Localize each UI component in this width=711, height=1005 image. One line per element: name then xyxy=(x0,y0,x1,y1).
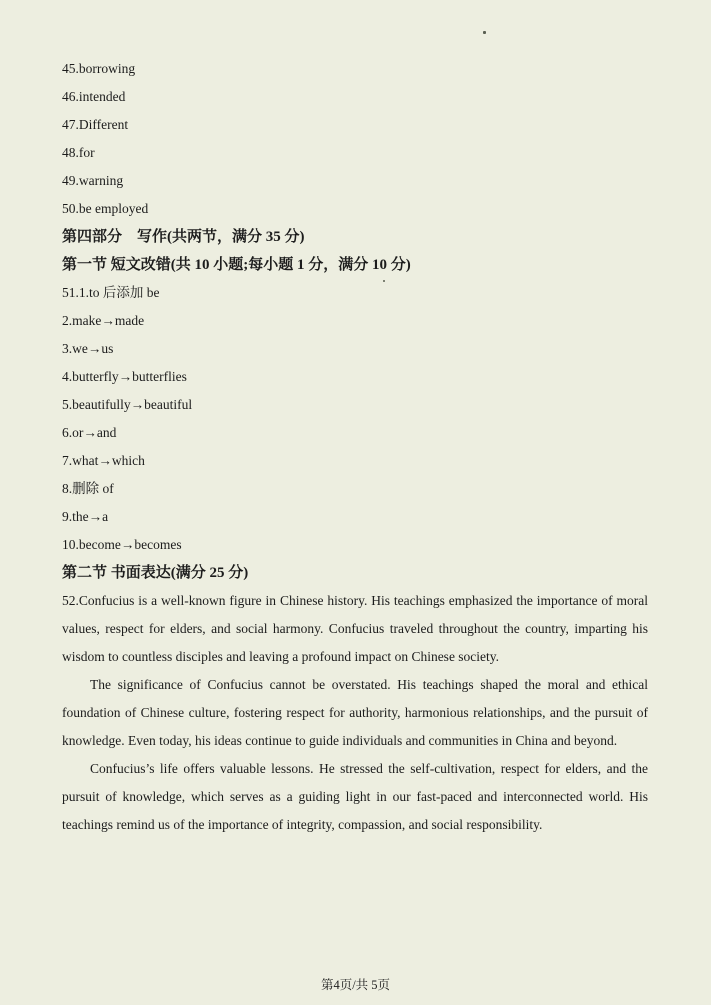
correction-item: 9.the→a xyxy=(62,509,109,524)
page-number-footer: 第4页/共 5页 xyxy=(320,978,391,992)
answer-list-45-50 xyxy=(62,55,648,223)
essay-paragraph-2: The significance of Confucius cannot be overstated. His teachings shaped the moral and ethical foundation of Chinese culture, fostering respect for authority, harmonious relationships, and the pursuit of knowledge. Even today, his ideas continue to guide individuals and communities in China and beyond. xyxy=(62,677,648,748)
correction-item: 3.we→us xyxy=(62,341,114,356)
answer-item: 45.borrowing xyxy=(62,61,136,76)
correction-item: 51.1.to 后添加 be xyxy=(62,285,160,300)
part4-heading: 第四部分 写作(共两节，满分 35 分) xyxy=(62,229,305,245)
essay-paragraph-3: Confucius’s life offers valuable lessons. He stressed the self-cultivation, respect for elders, and the pursuit of knowledge, which serves as a guiding light in our fast-paced and interconnected world. His teachings remind us of the importance of integrity, compassion, and social responsibility. xyxy=(62,761,648,832)
section1-heading: 第一节 短文改错(共 10 小题;每小题 1 分，满分 10 分) xyxy=(62,257,411,273)
answer-item: 47.Different xyxy=(62,117,129,132)
correction-item: 10.become→becomes xyxy=(62,537,182,552)
correction-item: 8.删除 of xyxy=(62,481,114,496)
answer-item: 49.warning xyxy=(62,173,124,188)
correction-item: 6.or→and xyxy=(62,425,117,440)
essay-paragraph-1: 52.Confucius is a well-known figure in Chinese history. His teachings emphasized the importance of moral values, respect for elders, and social harmony. Confucius traveled throughout the country, imparting his wisdom to countless disciples and leaving a profound impact on Chinese society. xyxy=(62,593,648,664)
section2-heading: 第二节 书面表达(满分 25 分) xyxy=(62,565,249,581)
correction-item: 2.make→made xyxy=(62,313,145,328)
correction-list xyxy=(62,279,648,559)
answer-item: 48.for xyxy=(62,145,95,160)
essay-answer xyxy=(62,587,648,839)
answer-item: 50.be employed xyxy=(62,201,149,216)
correction-item: 5.beautifully→beautiful xyxy=(62,397,193,412)
correction-item: 7.what→which xyxy=(62,453,145,468)
scan-speck xyxy=(483,31,486,34)
page-content xyxy=(62,55,648,839)
correction-item: 4.butterfly→butterflies xyxy=(62,369,187,384)
answer-item: 46.intended xyxy=(62,89,126,104)
